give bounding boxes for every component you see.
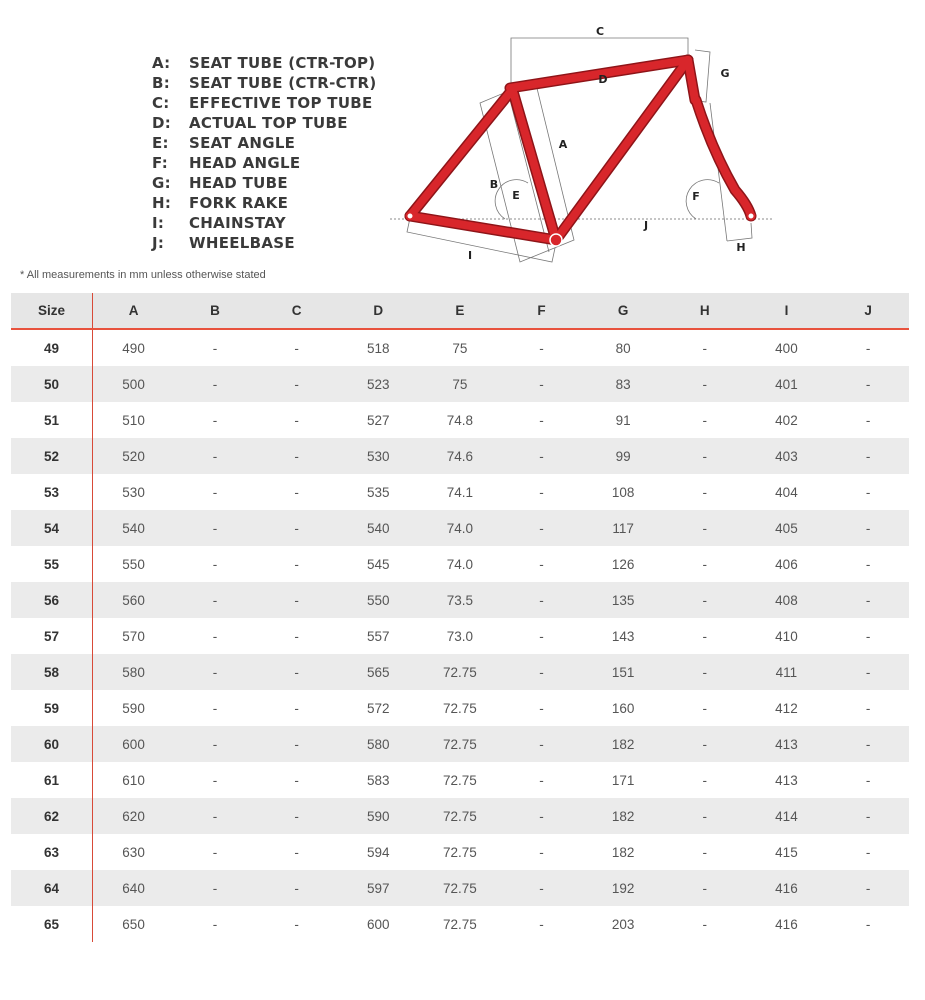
cell-d: 518 bbox=[366, 340, 390, 356]
cell-size: 56 bbox=[11, 582, 93, 618]
cell-f: - bbox=[539, 844, 544, 860]
cell-i: 415 bbox=[775, 844, 798, 860]
cell-c: - bbox=[294, 844, 299, 860]
cell-f: - bbox=[501, 798, 583, 834]
table-row bbox=[11, 546, 909, 582]
table-row bbox=[11, 438, 909, 474]
column-header-e: E bbox=[419, 293, 501, 329]
cell-j: - bbox=[827, 510, 909, 546]
cell-j: - bbox=[865, 772, 871, 788]
cell-j: - bbox=[827, 798, 909, 834]
cell-j: - bbox=[827, 438, 909, 474]
table-row bbox=[11, 366, 909, 402]
cell-h: - bbox=[664, 654, 746, 690]
cell-a: 620 bbox=[93, 798, 175, 834]
cell-j: - bbox=[865, 484, 871, 500]
cell-e: 74.8 bbox=[446, 412, 474, 428]
fork-rake-guide bbox=[727, 223, 752, 241]
cell-size: 51 bbox=[11, 402, 93, 438]
diagram-label-a: A bbox=[558, 138, 568, 151]
cell-d: 550 bbox=[337, 582, 419, 618]
table-row bbox=[11, 726, 909, 762]
cell-d: 565 bbox=[337, 654, 419, 690]
cell-a: 650 bbox=[122, 916, 145, 932]
cell-h: - bbox=[702, 628, 708, 644]
cell-c: - bbox=[294, 556, 299, 572]
cell-e: 75 bbox=[452, 340, 468, 356]
cell-d: 530 bbox=[337, 438, 419, 474]
cell-size: 62 bbox=[11, 798, 93, 834]
legend-item-e: E: SEAT ANGLE bbox=[152, 134, 296, 152]
cell-j: - bbox=[827, 654, 909, 690]
cell-b: - bbox=[212, 628, 218, 644]
cell-c: - bbox=[294, 916, 299, 932]
header-row bbox=[11, 293, 909, 329]
cell-h: - bbox=[702, 700, 708, 716]
cell-b: - bbox=[212, 916, 218, 932]
cell-a: 530 bbox=[122, 484, 145, 500]
column-header-f: F bbox=[501, 293, 583, 329]
table-row bbox=[11, 582, 909, 618]
cell-d: 583 bbox=[366, 772, 390, 788]
cell-size: 64 bbox=[11, 870, 93, 906]
cell-size: 55 bbox=[11, 546, 93, 582]
cell-i: 400 bbox=[775, 340, 798, 356]
table-row bbox=[11, 329, 909, 366]
cell-a: 630 bbox=[122, 844, 145, 860]
cell-c: - bbox=[294, 628, 299, 644]
seatstay-tube bbox=[410, 90, 512, 216]
cell-c: - bbox=[294, 412, 299, 428]
legend-item-a: A: SEAT TUBE (CTR-TOP) bbox=[152, 54, 376, 72]
cell-e: 73.0 bbox=[446, 628, 474, 644]
cell-b: - bbox=[174, 438, 256, 474]
cell-h: - bbox=[702, 340, 708, 356]
geometry-table bbox=[11, 293, 909, 942]
cell-h: - bbox=[664, 510, 746, 546]
cell-a: 590 bbox=[122, 700, 145, 716]
cell-d: 597 bbox=[337, 870, 419, 906]
cell-a: 600 bbox=[93, 726, 175, 762]
cell-size: 52 bbox=[11, 438, 93, 474]
cell-b: - bbox=[174, 510, 256, 546]
legend-item-b: B: SEAT TUBE (CTR-CTR) bbox=[152, 74, 377, 92]
cell-e: 72.75 bbox=[419, 798, 501, 834]
cell-a: 610 bbox=[122, 772, 145, 788]
cell-c: - bbox=[256, 654, 338, 690]
cell-f: - bbox=[539, 484, 544, 500]
cell-a: 560 bbox=[93, 582, 175, 618]
cell-a: 500 bbox=[93, 366, 175, 402]
cell-i: 405 bbox=[746, 510, 828, 546]
table-row bbox=[11, 762, 909, 798]
column-header-a: A bbox=[93, 293, 175, 329]
cell-i: 408 bbox=[746, 582, 828, 618]
cell-g: 99 bbox=[582, 438, 664, 474]
cell-f: - bbox=[501, 582, 583, 618]
cell-c: - bbox=[294, 484, 299, 500]
cell-c: - bbox=[256, 726, 338, 762]
cell-size: 59 bbox=[11, 690, 93, 726]
cell-e: 72.75 bbox=[419, 654, 501, 690]
cell-g: 91 bbox=[615, 412, 631, 428]
cell-e: 74.6 bbox=[419, 438, 501, 474]
cell-i: 410 bbox=[775, 628, 798, 644]
cell-b: - bbox=[212, 412, 218, 428]
cell-h: - bbox=[702, 556, 708, 572]
cell-a: 580 bbox=[93, 654, 175, 690]
cell-a: 490 bbox=[122, 340, 145, 356]
cell-j: - bbox=[827, 582, 909, 618]
cell-f: - bbox=[501, 366, 583, 402]
cell-c: - bbox=[256, 366, 338, 402]
measurement-note: * All measurements in mm unless otherwise stated bbox=[20, 269, 266, 281]
cell-f: - bbox=[539, 340, 544, 356]
column-header-i: I bbox=[746, 293, 828, 329]
column-header-g: G bbox=[582, 293, 664, 329]
cell-c: - bbox=[294, 340, 299, 356]
cell-h: - bbox=[702, 412, 708, 428]
cell-size: 57 bbox=[11, 618, 93, 654]
cell-i: 416 bbox=[746, 870, 828, 906]
cell-size: 49 bbox=[11, 329, 93, 366]
cell-j: - bbox=[865, 340, 871, 356]
cell-g: 108 bbox=[611, 484, 635, 500]
cell-f: - bbox=[539, 628, 544, 644]
cell-i: 413 bbox=[746, 726, 828, 762]
table-row bbox=[11, 474, 909, 510]
cell-size: 63 bbox=[11, 834, 93, 870]
cell-a: 550 bbox=[122, 556, 145, 572]
cell-e: 72.75 bbox=[442, 700, 477, 716]
head-angle-arc bbox=[686, 180, 719, 219]
column-header-size: Size bbox=[11, 293, 93, 329]
diagram-label-f: F bbox=[692, 190, 700, 203]
cell-h: - bbox=[664, 366, 746, 402]
cell-b: - bbox=[212, 844, 218, 860]
cell-g: 182 bbox=[582, 726, 664, 762]
cell-d: 590 bbox=[337, 798, 419, 834]
cell-size: 50 bbox=[11, 366, 93, 402]
cell-i: 404 bbox=[775, 484, 798, 500]
cell-i: 402 bbox=[775, 412, 798, 428]
legend-item-f: F: HEAD ANGLE bbox=[152, 154, 301, 172]
cell-g: 182 bbox=[582, 798, 664, 834]
cell-g: 83 bbox=[582, 366, 664, 402]
cell-size: 54 bbox=[11, 510, 93, 546]
cell-d: 540 bbox=[337, 510, 419, 546]
cell-d: 527 bbox=[366, 412, 390, 428]
cell-j: - bbox=[865, 556, 871, 572]
cell-a: 510 bbox=[122, 412, 145, 428]
bottom-bracket bbox=[550, 234, 562, 246]
legend-item-j: J: WHEELBASE bbox=[152, 234, 295, 252]
cell-g: 143 bbox=[611, 628, 635, 644]
cell-j: - bbox=[865, 628, 871, 644]
cell-b: - bbox=[174, 654, 256, 690]
cell-b: - bbox=[174, 798, 256, 834]
cell-j: - bbox=[865, 412, 871, 428]
cell-i: 416 bbox=[775, 916, 798, 932]
cell-f: - bbox=[501, 438, 583, 474]
cell-b: - bbox=[174, 870, 256, 906]
cell-g: 192 bbox=[582, 870, 664, 906]
legend-item-g: G: HEAD TUBE bbox=[152, 174, 288, 192]
column-header-c: C bbox=[256, 293, 338, 329]
cell-c: - bbox=[256, 582, 338, 618]
legend-item-h: H: FORK RAKE bbox=[152, 194, 289, 212]
table-row bbox=[11, 834, 909, 870]
column-header-b: B bbox=[174, 293, 256, 329]
cell-b: - bbox=[174, 726, 256, 762]
legend-item-d: D: ACTUAL TOP TUBE bbox=[152, 114, 348, 132]
cell-g: 182 bbox=[611, 844, 635, 860]
cell-i: 403 bbox=[746, 438, 828, 474]
cell-e: 74.0 bbox=[446, 556, 474, 572]
cell-g: 203 bbox=[611, 916, 635, 932]
cell-c: - bbox=[256, 798, 338, 834]
cell-g: 171 bbox=[611, 772, 635, 788]
cell-a: 640 bbox=[93, 870, 175, 906]
cell-b: - bbox=[212, 772, 218, 788]
table-row bbox=[11, 402, 909, 438]
cell-size: 58 bbox=[11, 654, 93, 690]
column-header-h: H bbox=[664, 293, 746, 329]
cell-i: 414 bbox=[746, 798, 828, 834]
cell-b: - bbox=[212, 556, 218, 572]
cell-c: - bbox=[256, 438, 338, 474]
cell-h: - bbox=[702, 484, 708, 500]
cell-c: - bbox=[256, 870, 338, 906]
cell-f: - bbox=[539, 700, 544, 716]
cell-d: 557 bbox=[366, 628, 390, 644]
cell-e: 73.5 bbox=[419, 582, 501, 618]
cell-j: - bbox=[827, 726, 909, 762]
diagram-label-h: H bbox=[736, 241, 746, 254]
legend-item-c: C: EFFECTIVE TOP TUBE bbox=[152, 94, 373, 112]
cell-g: 126 bbox=[611, 556, 635, 572]
cell-j: - bbox=[827, 366, 909, 402]
seat-tube bbox=[512, 88, 556, 240]
cell-i: 406 bbox=[775, 556, 798, 572]
cell-g: 80 bbox=[615, 340, 631, 356]
cell-a: 540 bbox=[93, 510, 175, 546]
table-row bbox=[11, 690, 909, 726]
diagram-label-b: B bbox=[489, 178, 499, 191]
cell-h: - bbox=[664, 438, 746, 474]
table-row bbox=[11, 906, 909, 942]
cell-e: 72.75 bbox=[442, 772, 477, 788]
frame-tubes bbox=[410, 60, 751, 240]
geometry-table-header bbox=[11, 293, 909, 329]
legend-item-i: I: CHAINSTAY bbox=[152, 214, 286, 232]
column-header-j: J bbox=[827, 293, 909, 329]
cell-a: 520 bbox=[93, 438, 175, 474]
cell-d: 545 bbox=[366, 556, 390, 572]
table-row bbox=[11, 870, 909, 906]
cell-d: 572 bbox=[366, 700, 390, 716]
cell-f: - bbox=[539, 412, 544, 428]
cell-size: 53 bbox=[11, 474, 93, 510]
column-header-d: D bbox=[337, 293, 419, 329]
chainstay-tube bbox=[410, 216, 556, 240]
cell-i: 413 bbox=[775, 772, 798, 788]
cell-size: 60 bbox=[11, 726, 93, 762]
cell-a: 570 bbox=[122, 628, 145, 644]
front-dropout bbox=[748, 213, 755, 220]
cell-d: 594 bbox=[366, 844, 390, 860]
cell-b: - bbox=[174, 366, 256, 402]
cell-i: 412 bbox=[775, 700, 798, 716]
cell-c: - bbox=[294, 772, 299, 788]
cell-g: 151 bbox=[582, 654, 664, 690]
cell-h: - bbox=[664, 582, 746, 618]
cell-i: 411 bbox=[746, 654, 828, 690]
cell-b: - bbox=[174, 582, 256, 618]
cell-c: - bbox=[256, 510, 338, 546]
cell-d: 580 bbox=[337, 726, 419, 762]
table-row bbox=[11, 618, 909, 654]
cell-j: - bbox=[827, 870, 909, 906]
diagram-label-j: J bbox=[643, 219, 649, 232]
cell-h: - bbox=[702, 844, 708, 860]
cell-f: - bbox=[539, 556, 544, 572]
geometry-legend bbox=[152, 53, 376, 253]
cell-e: 72.75 bbox=[419, 726, 501, 762]
diagram-label-e: E bbox=[512, 189, 520, 202]
cell-h: - bbox=[702, 772, 708, 788]
cell-j: - bbox=[865, 700, 871, 716]
diagram-label-g: G bbox=[720, 67, 730, 80]
cell-size: 65 bbox=[11, 906, 93, 942]
cell-d: 523 bbox=[337, 366, 419, 402]
cell-e: 72.75 bbox=[442, 844, 477, 860]
cell-e: 74.1 bbox=[446, 484, 474, 500]
cell-e: 75 bbox=[419, 366, 501, 402]
cell-d: 600 bbox=[366, 916, 390, 932]
cell-g: 135 bbox=[582, 582, 664, 618]
cell-h: - bbox=[664, 798, 746, 834]
cell-size: 61 bbox=[11, 762, 93, 798]
bike-frame bbox=[407, 60, 755, 246]
table-row bbox=[11, 510, 909, 546]
table-row bbox=[11, 798, 909, 834]
cell-b: - bbox=[212, 484, 218, 500]
cell-e: 74.0 bbox=[419, 510, 501, 546]
frame-geometry-diagram bbox=[385, 20, 780, 265]
cell-h: - bbox=[664, 726, 746, 762]
cell-f: - bbox=[539, 772, 544, 788]
cell-h: - bbox=[702, 916, 708, 932]
cell-f: - bbox=[501, 726, 583, 762]
cell-g: 160 bbox=[611, 700, 635, 716]
diagram-label-d: D bbox=[598, 73, 608, 86]
rear-dropout bbox=[407, 213, 414, 220]
geometry-table-body bbox=[11, 329, 909, 942]
cell-f: - bbox=[501, 870, 583, 906]
table-row bbox=[11, 654, 909, 690]
diagram-label-c: C bbox=[595, 25, 605, 38]
cell-i: 401 bbox=[746, 366, 828, 402]
diagram-label-i: I bbox=[467, 249, 473, 262]
cell-f: - bbox=[501, 654, 583, 690]
cell-j: - bbox=[865, 916, 871, 932]
cell-d: 535 bbox=[366, 484, 390, 500]
cell-b: - bbox=[212, 700, 218, 716]
cell-f: - bbox=[539, 916, 544, 932]
cell-f: - bbox=[501, 510, 583, 546]
cell-e: 72.75 bbox=[419, 870, 501, 906]
cell-h: - bbox=[664, 870, 746, 906]
down-tube bbox=[556, 60, 688, 240]
cell-g: 117 bbox=[582, 510, 664, 546]
cell-c: - bbox=[294, 700, 299, 716]
cell-e: 72.75 bbox=[442, 916, 477, 932]
cell-j: - bbox=[865, 844, 871, 860]
cell-b: - bbox=[212, 340, 218, 356]
